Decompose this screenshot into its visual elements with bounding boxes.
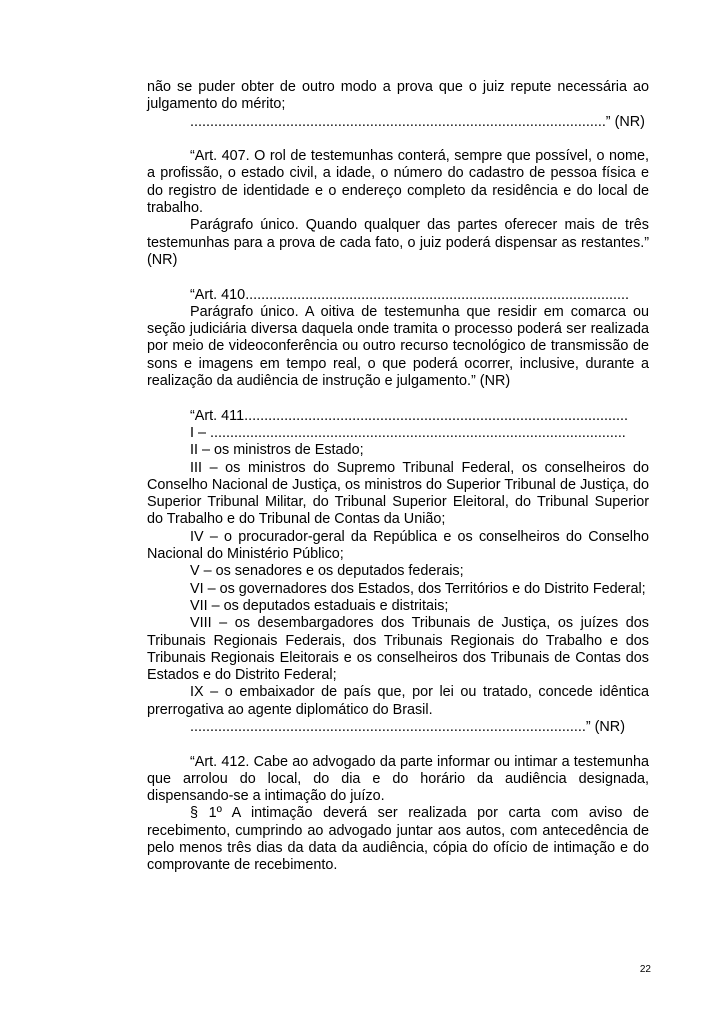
paragraph: “Art. 411................................................................................................ bbox=[190, 407, 628, 424]
paragraph-spacer bbox=[147, 269, 649, 286]
paragraph: III – os ministros do Supremo Tribunal Federal, os conselheiros do Conselho Nacional de Justiça, os ministros do Superior Tribunal de Justiça, do Superior Tribunal Militar, do Tribunal Superior Eleitoral, do Tribunal Superior do Trabalho e do Tribunal de Contas da União; bbox=[147, 459, 649, 528]
paragraph: “Art. 407. O rol de testemunhas conterá, sempre que possível, o nome, a profissão, o estado civil, a idade, o número do cadastro de pessoa física e do registro de identidade e o endereço completo da residência e do local de trabalho. bbox=[147, 148, 649, 217]
paragraph: “Art. 410................................................................................................ bbox=[190, 286, 630, 303]
paragraph-spacer bbox=[147, 131, 649, 148]
paragraph: IX – o embaixador de país que, por lei ou tratado, concede idêntica prerrogativa ao agente diplomático do Brasil. bbox=[147, 684, 649, 718]
paragraph: § 1º A intimação deverá ser realizada por carta com aviso de recebimento, cumprindo ao advogado juntar aos autos, com antecedência de pelo menos três dias da data da audiência, cópia do ofício de intimação e do comprovante de recebimento. bbox=[147, 805, 649, 874]
paragraph: Parágrafo único. A oitiva de testemunha que residir em comarca ou seção judiciária diversa daquela onde tramita o processo poderá ser realizada por meio de videoconferência ou outro recurso tecnológico de transmissão de sons e imagens em tempo real, o que poderá ocorrer, inclusive, durante a realização da audiência de instrução e julgamento.” (NR) bbox=[147, 303, 649, 390]
paragraph: Parágrafo único. Quando qualquer das partes oferecer mais de três testemunhas para a prova de cada fato, o juiz poderá dispensar as restantes.” (NR) bbox=[147, 217, 649, 268]
paragraph: ...................................................................................................” (NR) bbox=[190, 718, 625, 735]
paragraph: II – os ministros de Estado; bbox=[190, 442, 364, 459]
paragraph-spacer bbox=[147, 390, 649, 407]
paragraph: VI – os governadores dos Estados, dos Territórios e do Distrito Federal; bbox=[190, 580, 646, 597]
paragraph-spacer bbox=[147, 736, 649, 753]
paragraph: I – ........................................................................................................ bbox=[190, 424, 626, 441]
paragraph: ........................................................................................................” (NR) bbox=[190, 113, 645, 130]
page-number: 22 bbox=[639, 964, 651, 975]
document-body bbox=[147, 79, 649, 875]
paragraph: V – os senadores e os deputados federais; bbox=[190, 563, 464, 580]
paragraph: VII – os deputados estaduais e distritais; bbox=[190, 597, 449, 614]
paragraph: VIII – os desembargadores dos Tribunais de Justiça, os juízes dos Tribunais Regionais Federais, dos Tribunais Regionais do Trabalho e dos Tribunais Regionais Eleitorais e os conselheiros dos Tribunais de Contas dos Estados e do Distrito Federal; bbox=[147, 615, 649, 684]
paragraph: não se puder obter de outro modo a prova que o juiz repute necessária ao julgamento do mérito; bbox=[147, 79, 649, 113]
paragraph: “Art. 412. Cabe ao advogado da parte informar ou intimar a testemunha que arrolou do local, do dia e do horário da audiência designada, dispensando-se a intimação do juízo. bbox=[147, 753, 649, 805]
paragraph: IV – o procurador-geral da República e os conselheiros do Conselho Nacional do Ministério Público; bbox=[147, 528, 649, 563]
